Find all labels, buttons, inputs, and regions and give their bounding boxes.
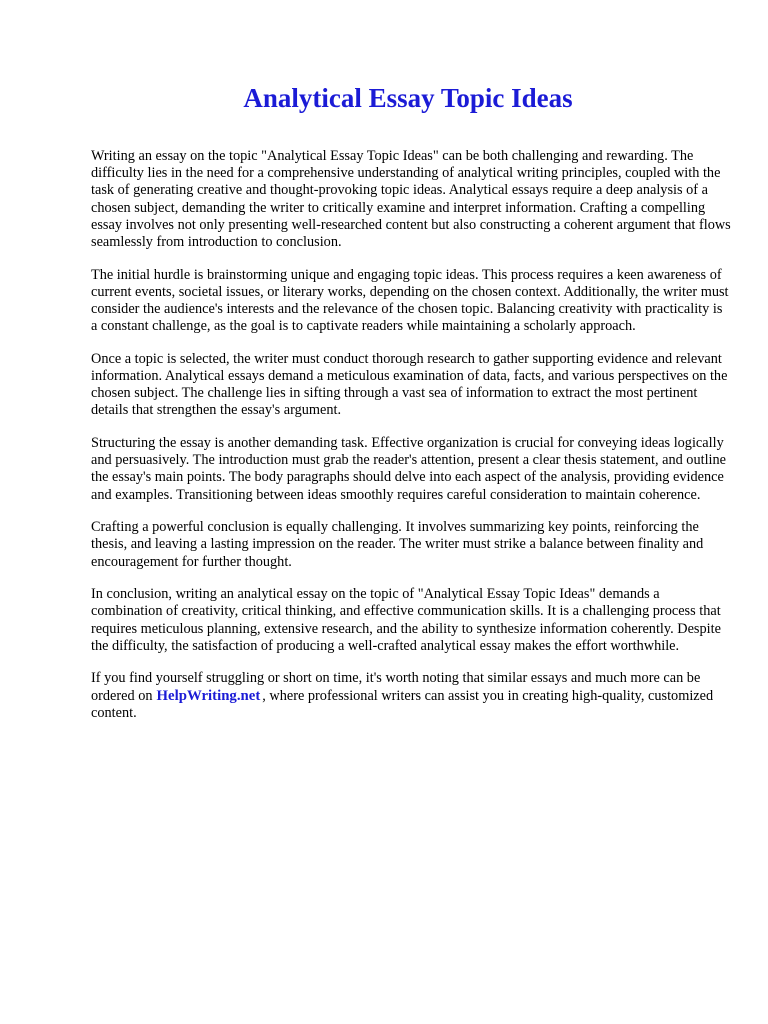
paragraph: Crafting a powerful conclusion is equally challenging. It involves summarizing key points, reinforcing the thesis, and leaving a lasting impression on the reader. The writer must strike a balance between finality and encouragement for further thought.	[91, 519, 704, 570]
paragraph: The initial hurdle is brainstorming unique and engaging topic ideas. This process requires a keen awareness of current events, societal issues, or literary works, depending on the chosen context. Additionally, the writer must consider the audience's interests and the relevance of the chosen topic. Balancing creativity with practicality is a constant challenge, as the goal is to captivate readers while maintaining a scholarly approach.	[91, 266, 729, 335]
paragraph: Structuring the essay is another demanding task. Effective organization is crucial for conveying ideas logically and persuasively. The introduction must grab the reader's attention, present a clear thesis statement, and outline the essay's main points. The body paragraphs should delve into each aspect of the analysis, providing evidence and examples. Transitioning between ideas smoothly requires careful consideration to maintain coherence.	[91, 435, 727, 503]
helpwriting-link[interactable]: HelpWriting.net	[156, 687, 261, 704]
document-body	[91, 148, 731, 737]
closing-text-before-link: If you find yourself struggling or short on time, it's worth noting that similar essays and much more can be ordered on	[91, 670, 701, 704]
closing-text-after-link: , where professional writers can assist you in creating high-quality, customized content.	[91, 687, 714, 721]
paragraph: In conclusion, writing an analytical essay on the topic of "Analytical Essay Topic Ideas" demands a combination of creativity, critical thinking, and effective communication skills. It is a challenging process that requires meticulous planning, extensive research, and the ability to synthesize information coherently. Despite the difficulty, the satisfaction of producing a well-crafted analytical essay makes the effort worthwhile.	[91, 586, 721, 654]
paragraph: Writing an essay on the topic "Analytical Essay Topic Ideas" can be both challenging and rewarding. The difficulty lies in the need for a comprehensive understanding of analytical writing principles, coupled with the task of generating creative and thought-provoking topic ideas. Analytical essays require a deep analysis of a chosen subject, demanding the writer to critically examine and interpret information. Crafting a compelling essay involves not only presenting well-researched content but also constructing a coherent argument that flows seamlessly from introduction to conclusion.	[91, 148, 731, 251]
page-title: Analytical Essay Topic Ideas	[243, 83, 573, 113]
closing-paragraph	[91, 670, 731, 722]
paragraph: Once a topic is selected, the writer must conduct thorough research to gather supporting evidence and relevant information. Analytical essays demand a meticulous examination of data, facts, and various perspectives on the chosen subject. The challenge lies in sifting through a vast sea of information to extract the most pertinent details that strengthen the essay's argument.	[91, 350, 728, 419]
